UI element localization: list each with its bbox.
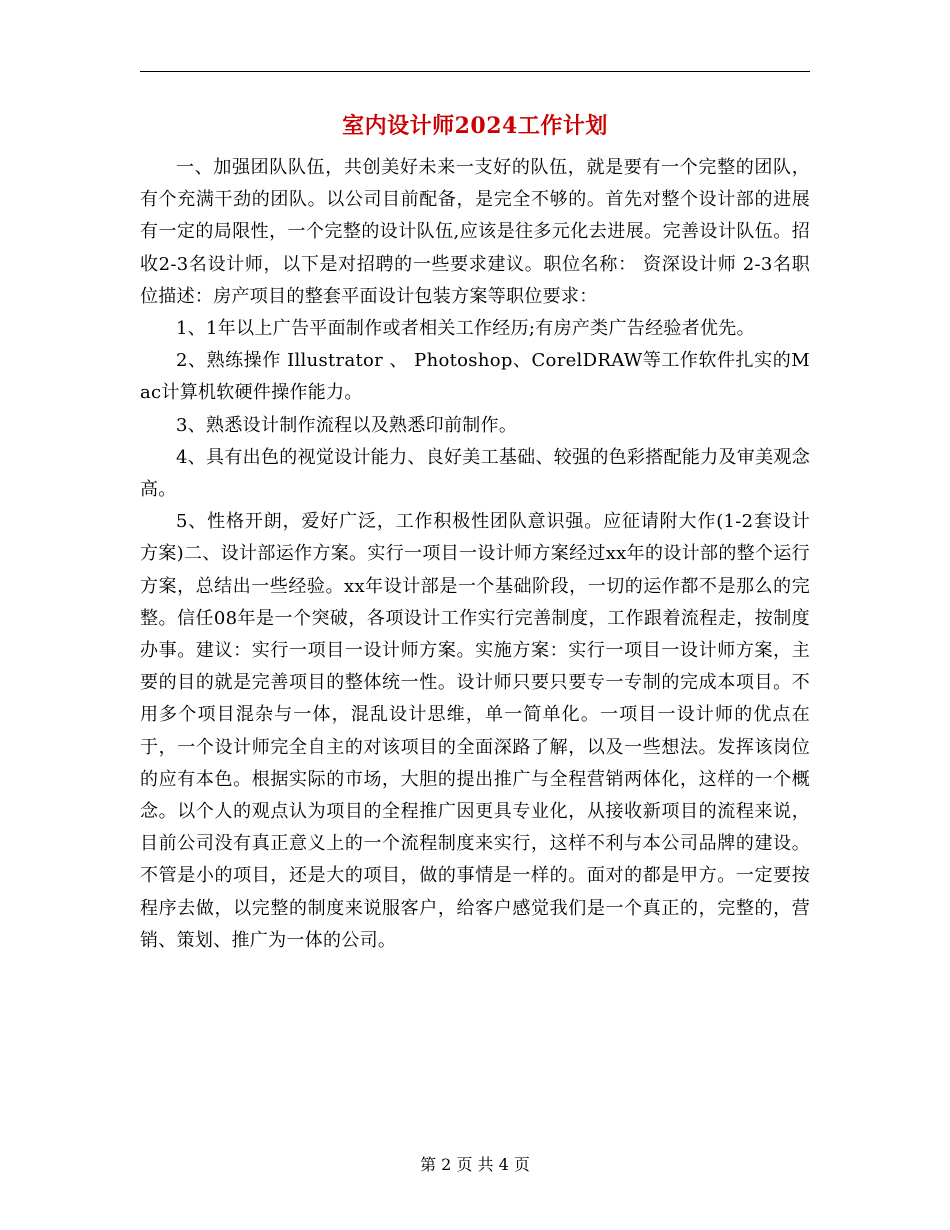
paragraph-team-building: 一、加强团队队伍，共创美好未来一支好的队伍，就是要有一个完整的团队，有个充满干劲的团队。以公司目前配备，是完全不够的。首先对整个设计部的进展有一定的局限性，一个完整的设计队伍,应该是往多元化去进展。完善设计队伍。招收2-3名设计师，以下是对招聘的一些要求建议。职位名称： 资深设计师 2-3名职位描述：房产项目的整套平面设计包装方案等职位要求：	[140, 157, 810, 307]
header-rule	[140, 71, 810, 72]
page-number: 第 2 页 共 4 页	[420, 1155, 530, 1174]
paragraph-requirement-2: 2、熟练操作 Illustrator 、 Photoshop、CorelDRAW等工作软件扎实的Mac计算机软硬件操作能力。	[140, 350, 810, 404]
document-title: 室内设计师2024工作计划	[342, 113, 608, 139]
paragraph-requirement-3: 3、熟悉设计制作流程以及熟悉印前制作。	[176, 414, 518, 436]
document-body	[140, 152, 810, 957]
paragraph-requirement-4: 4、具有出色的视觉设计能力、良好美工基础、较强的色彩搭配能力及审美观念高。	[140, 446, 810, 501]
paragraph-requirement-1: 1、1年以上广告平面制作或者相关工作经历;有房产类广告经验者优先。	[176, 318, 755, 340]
paragraph-requirement-5-and-plan: 5、性格开朗，爱好广泛，工作积极性团队意识强。应征请附大作(1-2套设计方案)二、设计部运作方案。实行一项目一设计师方案经过xx年的设计部的整个运行方案，总结出一些经验。xx年设计部是一个基础阶段，一切的运作都不是那么的完整。信任08年是一个突破，各项设计工作实行完善制度，工作跟着流程走，按制度办事。建议：实行一项目一设计师方案。实施方案：实行一项目一设计师方案，主要的目的就是完善项目的整体统一性。设计师只要只要专一专制的完成本项目。不用多个项目混杂与一体，混乱设计思维，单一简单化。一项目一设计师的优点在于，一个设计师完全自主的对该项目的全面深路了解，以及一些想法。发挥该岗位的应有本色。根据实际的市场，大胆的提出推广与全程营销两体化，这样的一个概念。以个人的观点认为项目的全程推广因更具专业化，从接收新项目的流程来说，目前公司没有真正意义上的一个流程制度来实行，这样不利与本公司品牌的建设。不管是小的项目，还是大的项目，做的事情是一样的。面对的都是甲方。一定要按程序去做，以完整的制度来说服客户，给客户感觉我们是一个真正的，完整的，营销、策划、推广为一体的公司。	[140, 511, 810, 951]
